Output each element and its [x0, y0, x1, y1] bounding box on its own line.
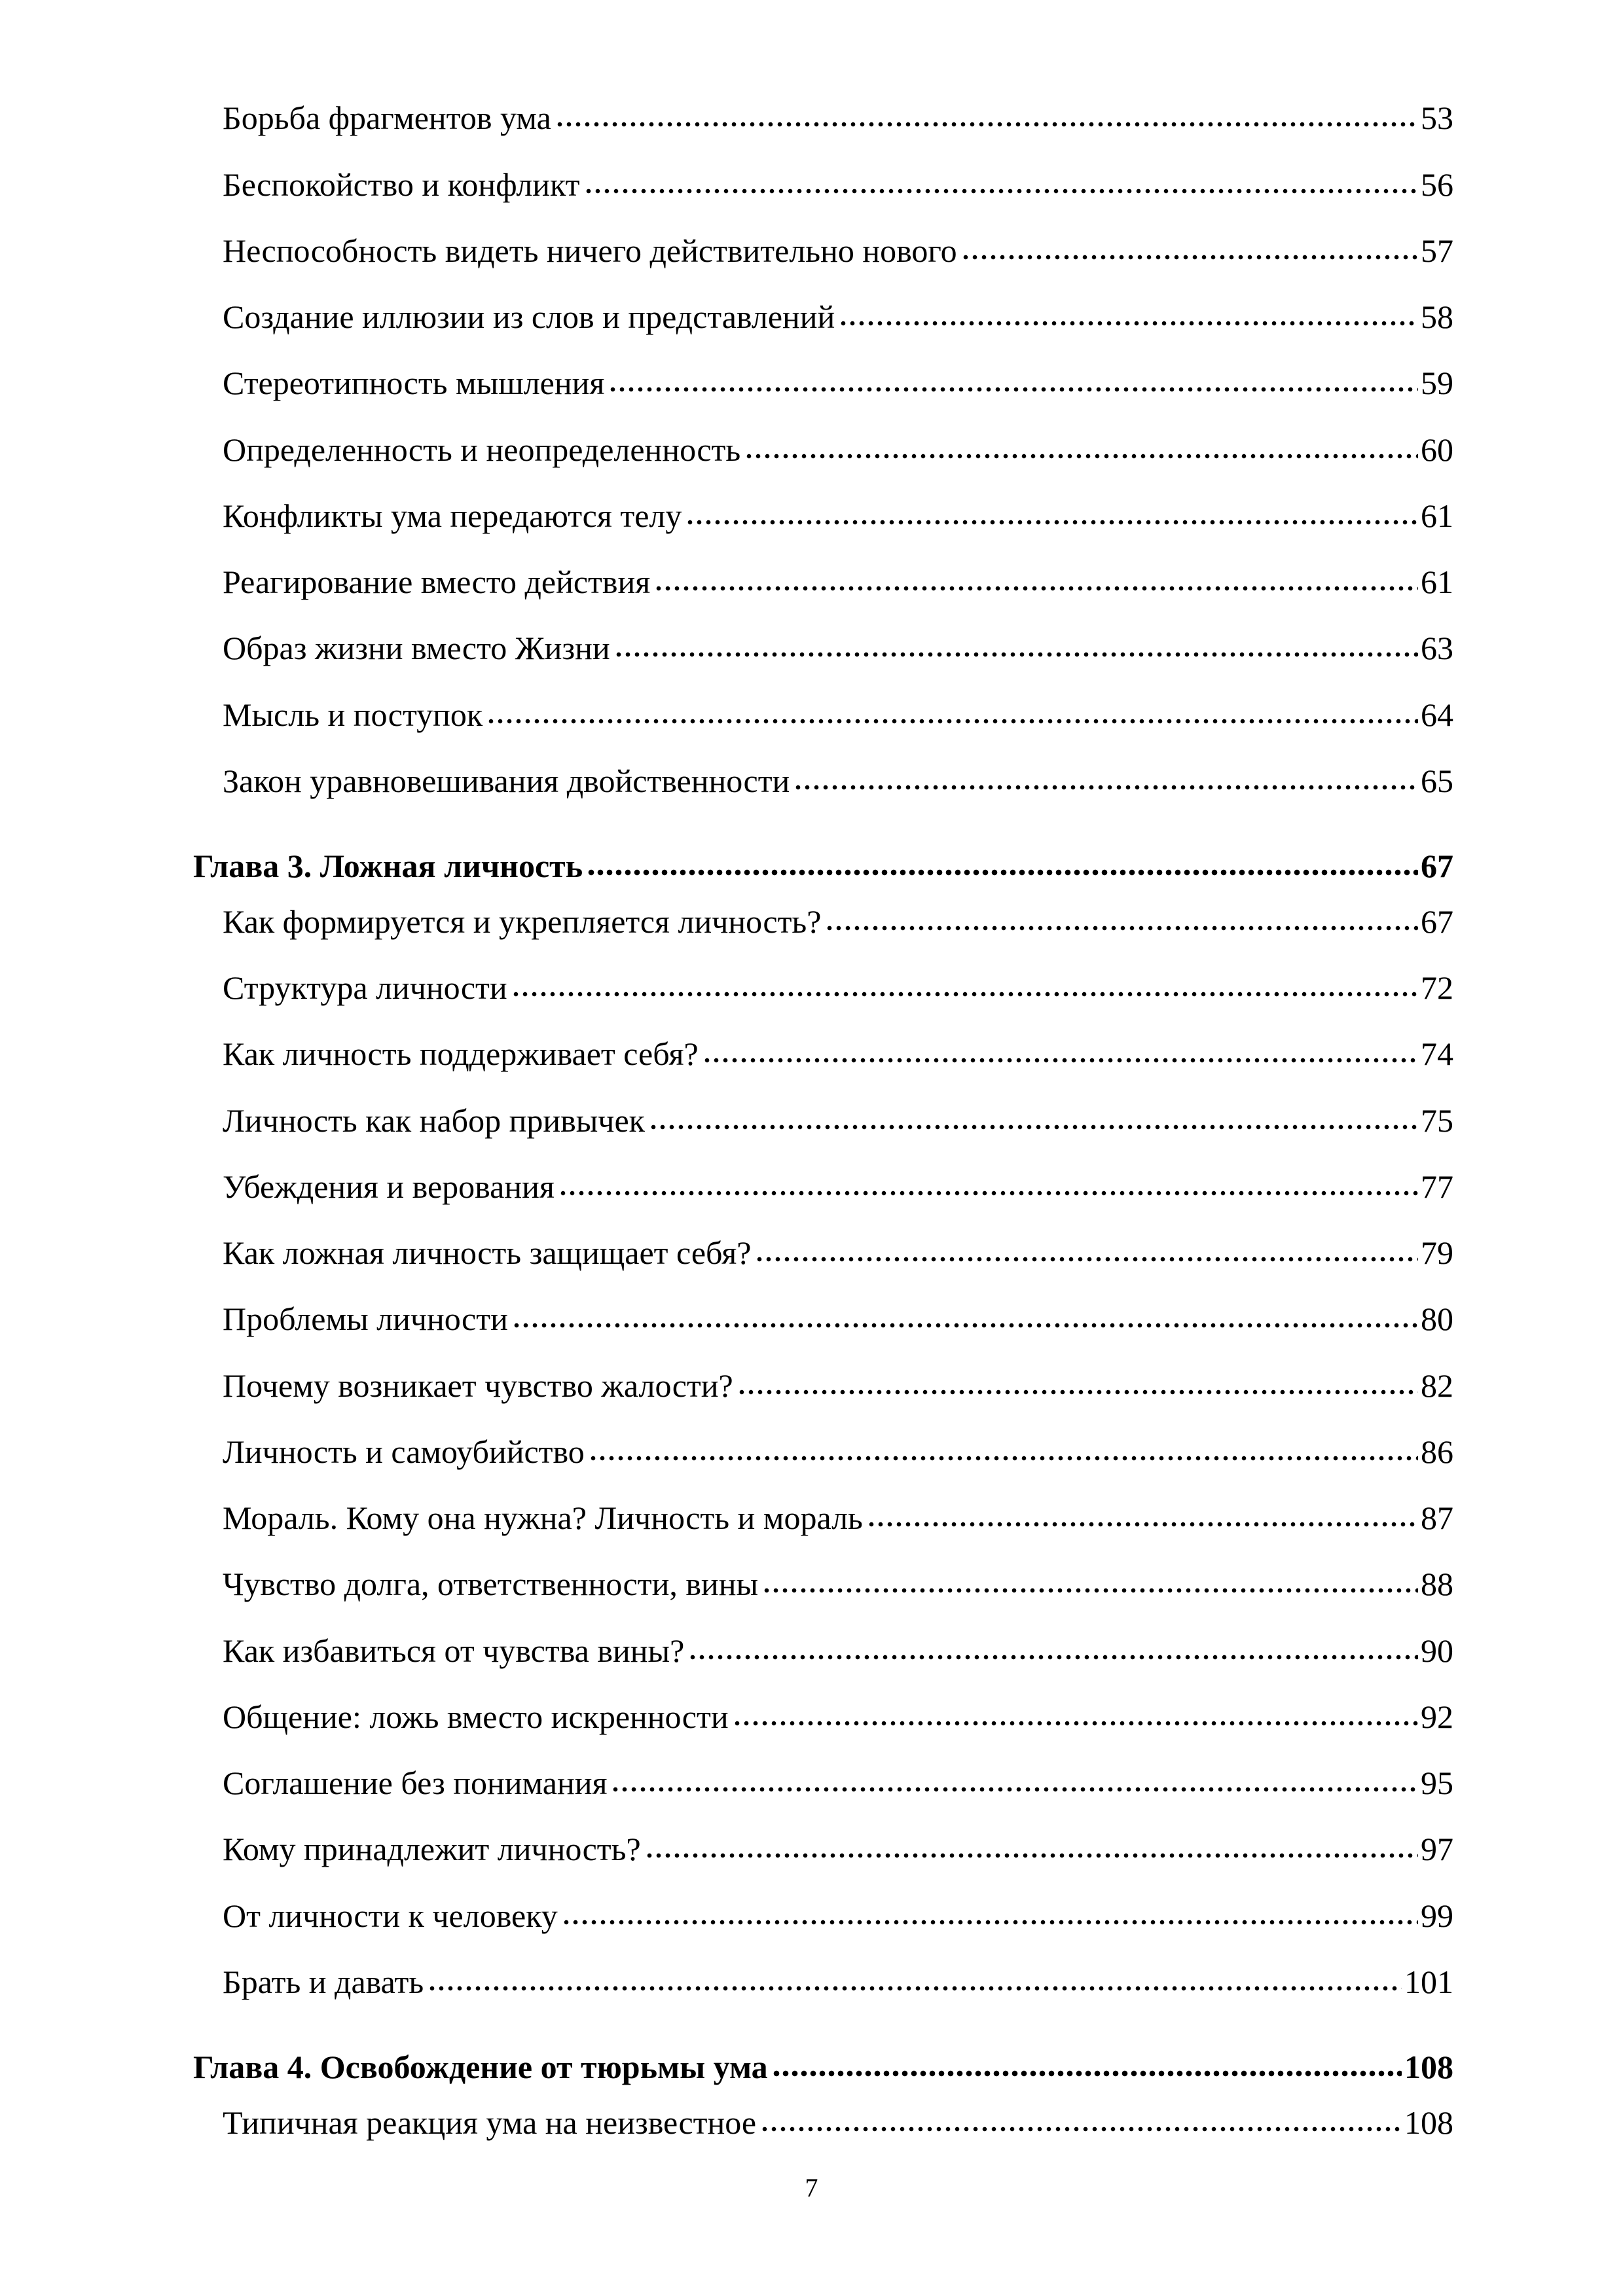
dot-leader	[867, 1520, 1418, 1528]
toc-entry-page: 97	[1421, 1831, 1453, 1867]
toc-entry-title: Структура личности	[223, 969, 507, 1006]
toc-entry	[223, 1485, 1453, 1537]
toc-entry-page: 79	[1421, 1234, 1453, 1271]
dot-leader	[611, 1785, 1418, 1793]
toc-entry	[223, 1088, 1453, 1140]
toc-entry-title: Брать и давать	[223, 1964, 424, 2000]
toc-entry	[223, 549, 1453, 601]
toc-entry-page: 88	[1421, 1566, 1453, 1602]
toc-entry	[223, 1286, 1453, 1338]
toc-entry-page: 72	[1421, 969, 1453, 1006]
dot-leader	[512, 1321, 1418, 1329]
dot-leader	[839, 319, 1418, 327]
dot-leader	[587, 869, 1418, 876]
toc-entry	[223, 1816, 1453, 1869]
toc-entry-page: 86	[1421, 1433, 1453, 1470]
toc-entry	[223, 1419, 1453, 1471]
toc-entry-title: Как формируется и укрепляется личность?	[223, 903, 822, 940]
toc-entry-title: Типичная реакция ума на неизвестное	[223, 2104, 757, 2141]
toc-entry-page: 58	[1421, 298, 1453, 335]
toc-entry-page: 64	[1421, 696, 1453, 733]
toc-entry-title: Образ жизни вместо Жизни	[223, 630, 610, 666]
toc-entry	[223, 1154, 1453, 1206]
toc-entry-title: Как ложная личность защищает себя?	[223, 1234, 752, 1271]
toc-entry-title: Кому принадлежит личность?	[223, 1831, 641, 1867]
toc-entry-page: 101	[1404, 1964, 1453, 2000]
dot-leader	[614, 651, 1418, 658]
toc-entry-title: Общение: ложь вместо искренности	[223, 1698, 729, 1735]
toc-chapter-heading	[193, 833, 1453, 886]
toc-entry-page: 90	[1421, 1632, 1453, 1669]
toc-chapter-heading	[193, 2034, 1453, 2087]
dot-leader	[825, 924, 1418, 932]
chapter-title: Глава 4. Освобождение от тюрьмы ума	[193, 2049, 768, 2085]
dot-leader	[760, 2125, 1402, 2133]
toc-entry-page: 80	[1421, 1300, 1453, 1337]
dot-leader	[772, 2070, 1402, 2077]
dot-leader	[737, 1388, 1418, 1396]
dot-leader	[558, 1189, 1418, 1197]
dot-leader	[562, 1918, 1418, 1926]
toc-entry	[223, 350, 1453, 403]
toc-entry	[223, 483, 1453, 535]
toc-entry-title: От личности к человеку	[223, 1897, 558, 1934]
toc-entry	[223, 1883, 1453, 1935]
dot-leader	[645, 1852, 1418, 1859]
toc-entry-page: 75	[1421, 1102, 1453, 1139]
toc-entry-title: Закон уравновешивания двойственности	[223, 762, 790, 799]
toc-entry-page: 61	[1421, 497, 1453, 534]
dot-leader	[744, 452, 1418, 460]
chapter-page: 108	[1404, 2049, 1453, 2085]
toc-entry-page: 53	[1421, 99, 1453, 136]
toc-entry-page: 92	[1421, 1698, 1453, 1735]
dot-leader	[733, 1719, 1418, 1727]
toc-entry-title: Борьба фрагментов ума	[223, 99, 551, 136]
dot-leader	[762, 1587, 1418, 1594]
dot-leader	[793, 783, 1418, 791]
toc-entry-title: Почему возникает чувство жалости?	[223, 1367, 733, 1404]
toc-entry-page: 67	[1421, 903, 1453, 940]
chapter-page: 67	[1421, 848, 1453, 884]
toc-entry	[223, 152, 1453, 204]
toc-entry	[223, 955, 1453, 1007]
dot-leader	[702, 1056, 1418, 1064]
toc-entry	[223, 1551, 1453, 1604]
dot-leader	[486, 717, 1418, 725]
toc-entry-title: Личность и самоубийство	[223, 1433, 585, 1470]
dot-leader	[755, 1255, 1418, 1263]
toc-entry-title: Проблемы личности	[223, 1300, 508, 1337]
toc-entry-page: 56	[1421, 166, 1453, 203]
dot-leader	[685, 518, 1418, 526]
dot-leader	[961, 253, 1418, 261]
toc-entry-title: Создание иллюзии из слов и представлений	[223, 298, 835, 335]
toc-entry-page: 60	[1421, 431, 1453, 468]
toc-entry	[223, 85, 1453, 137]
toc-entry	[223, 748, 1453, 800]
toc-entry-page: 61	[1421, 564, 1453, 600]
toc-entry	[223, 1949, 1453, 2001]
toc-entry	[223, 615, 1453, 668]
toc-entry-title: Убеждения и верования	[223, 1168, 555, 1205]
toc-entry-title: Как избавиться от чувства вины?	[223, 1632, 685, 1669]
dot-leader	[584, 187, 1418, 195]
toc-entry-title: Определенность и неопределенность	[223, 431, 741, 468]
chapter-title: Глава 3. Ложная личность	[193, 848, 583, 884]
toc-entry-page: 65	[1421, 762, 1453, 799]
toc-entry	[223, 284, 1453, 336]
toc-entry	[223, 889, 1453, 941]
toc-entry-page: 87	[1421, 1499, 1453, 1536]
toc-entry-title: Конфликты ума передаются телу	[223, 497, 682, 534]
toc-entry	[223, 1684, 1453, 1736]
toc-entry-title: Неспособность видеть ничего действительно нового	[223, 232, 957, 269]
dot-leader	[649, 1123, 1418, 1131]
dot-leader	[589, 1454, 1418, 1462]
dot-leader	[511, 990, 1418, 998]
toc-entry	[223, 1750, 1453, 1803]
dot-leader	[654, 584, 1418, 592]
toc-entry-page: 108	[1404, 2104, 1453, 2141]
dot-leader	[428, 1984, 1402, 1992]
toc-entry	[223, 218, 1453, 270]
toc-entry-page: 95	[1421, 1765, 1453, 1801]
toc-entry-page: 82	[1421, 1367, 1453, 1404]
toc-entry-title: Личность как набор привычек	[223, 1102, 645, 1139]
toc-entry-page: 99	[1421, 1897, 1453, 1934]
toc-entry	[223, 1021, 1453, 1073]
toc-entry	[223, 417, 1453, 469]
toc-entry-page: 59	[1421, 365, 1453, 401]
toc-entry-title: Соглашение без понимания	[223, 1765, 608, 1801]
toc-entry-title: Мысль и поступок	[223, 696, 483, 733]
toc-entry-page: 77	[1421, 1168, 1453, 1205]
toc-entry	[223, 2090, 1453, 2142]
toc-entry-title: Как личность поддерживает себя?	[223, 1035, 699, 1072]
toc-entry-page: 57	[1421, 232, 1453, 269]
dot-leader	[608, 386, 1418, 393]
toc-entry-title: Стереотипность мышления	[223, 365, 605, 401]
dot-leader	[555, 120, 1418, 128]
toc-entry-page: 74	[1421, 1035, 1453, 1072]
toc-entry	[223, 1618, 1453, 1670]
toc-entry-title: Реагирование вместо действия	[223, 564, 651, 600]
toc-entry-page: 63	[1421, 630, 1453, 666]
toc-entry	[223, 1220, 1453, 1272]
toc-entry-title: Мораль. Кому она нужна? Личность и мораль	[223, 1499, 863, 1536]
toc-entry	[223, 1353, 1453, 1405]
toc-entry	[223, 682, 1453, 734]
toc-entry-title: Беспокойство и конфликт	[223, 166, 580, 203]
dot-leader	[688, 1653, 1418, 1661]
toc-entry-title: Чувство долга, ответственности, вины	[223, 1566, 759, 1602]
page-number: 7	[805, 2173, 818, 2202]
